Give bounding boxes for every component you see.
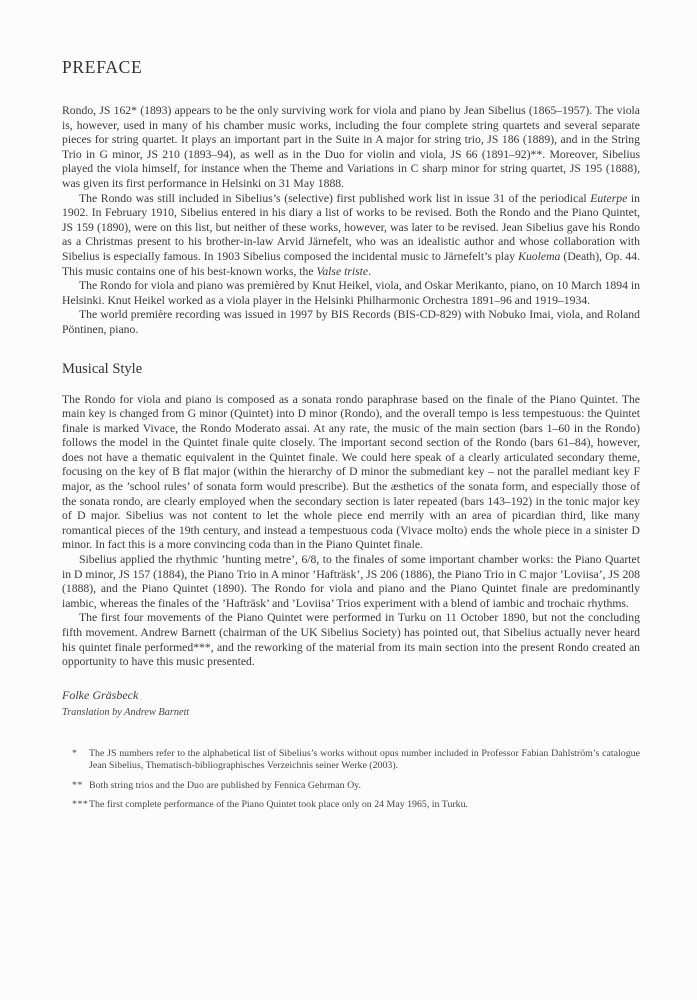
musical-style-heading: Musical Style	[62, 360, 143, 377]
text-segment: The Rondo was still included in Sibelius’s (selective) first published work list in issue 31 of the periodical	[79, 191, 591, 205]
text-segment: The Rondo for viola and piano is composed as a sonata rondo paraphrase based on the finale of the Piano Quintet. The main key is changed from G minor (Quintet) into D minor (Rondo), and the overall tempo is less tempestuous: the Quintet finale is marked Vivace, the Rondo Moderato assai. At any rate, the music of the main section (bars 1–60 in the Rondo) follows the model in the Quintet finale quite closely. The important second section of the Rondo (bars 61–84), however, does not have a thematic equivalent in the Quintet finale. We could here speak of a clearly articulated secondary theme, focusing on the key of B flat major (within the hierarchy of D minor the submediant key – not the parallel mediant key F major, as the ’school rules’ of sonata form would prescribe). But the æsthetics of the sonata form, and especially those of the sonata rondo, are clearly employed when the secondary section is later repeated (bars 143–192) in the tonic major key of D major. Sibelius was not content to let the whole piece end merrily with an area of picardian third, like many romantical pieces of the 19th century, and instead a tempestuous coda (Vivace molto) ends the whole piece in a sinister D minor. In fact this is a more convincing coda than in the Piano Quintet finale.	[62, 392, 640, 552]
musical-style-paragraph-2	[62, 553, 640, 611]
text-segment: (Death), Op. 44. This music contains one of his best-known works, the	[62, 249, 640, 278]
translator-credit: Translation by Andrew Barnett	[62, 706, 190, 718]
text-segment: Valse triste	[316, 264, 369, 278]
musical-style-paragraph-3	[62, 611, 640, 669]
footnote-1	[62, 748, 640, 773]
footnote-marker: *	[72, 747, 78, 759]
text-segment: The Rondo for viola and piano was premièred by Knut Heikel, viola, and Oskar Merikanto, piano, on 10 March 1894 in Helsinki. Knut Heikel worked as a viola player in the Helsinki Philharmonic Orchestra 1891–96 and 1919–1934.	[62, 279, 640, 307]
preface-paragraph-4	[62, 308, 640, 337]
preface-paragraph-2	[62, 192, 640, 280]
footnote-marker: **	[72, 779, 83, 791]
preface-paragraph-1	[62, 104, 640, 192]
footnote-text: The JS numbers refer to the alphabetical list of Sibelius’s works without opus number included in Professor Fabian Dahlström’s catalogue Jean Sibelius, Thematisch-bibliographisches Verzeichnis seiner Werke (2003).	[89, 747, 640, 772]
footnote-3	[62, 799, 640, 811]
preface-heading: PREFACE	[62, 57, 143, 77]
footnote-text: Both string trios and the Duo are published by Fennica Gehrman Oy.	[89, 779, 361, 791]
footnotes-section	[62, 748, 640, 812]
footnote-text: The first complete performance of the Piano Quintet took place only on 24 May 1965, in Turku.	[89, 799, 469, 810]
text-segment: The first four movements of the Piano Quintet were performed in Turku on 11 October 1890, but not the concluding fifth movement. Andrew Barnett (chairman of the UK Sibelius Society) has pointed out, that Sibelius actually never heard his quintet finale performed***, and the reworking of the material from its main section into the present Rondo created an opportunity to have this music presented.	[62, 611, 640, 669]
footnote-2	[62, 780, 640, 792]
text-segment: Sibelius applied the rhythmic ’hunting metre’, 6/8, to the finales of some important chamber works: the Piano Quartet in D minor, JS 157 (1884), the Piano Trio in A minor ’Hafträsk’, JS 206 (1886), the Piano Trio in C major ’Loviisa’, JS 208 (1888), and the Piano Quintet (1890). The Rondo for viola and piano and the Piano Quintet finale are predominantly iambic, whereas the finales of the ’Hafträsk’ and ’Loviisa’ Trios experiment with a blend of iambic and trochaic rhythms.	[62, 553, 640, 610]
text-segment: Kuolema	[518, 249, 561, 263]
text-segment: Euterpe	[590, 191, 628, 205]
footnote-marker: ***	[72, 799, 89, 810]
text-segment: in 1902. In February 1910, Sibelius entered in his diary a list of works to be revised. Both the Rondo and the Piano Quintet, JS 159 (1890), were on this list, but neither of these works, however, was later to be revised. Jean Sibelius gave his Rondo as a Christmas present to his brother-in-law Arvid Järnefelt, who was an idealistic author and whose collaboration with Sibelius is especially famous. In 1903 Sibelius composed the incidental music to Järnefelt’s play	[62, 191, 640, 263]
preface-paragraph-3	[62, 279, 640, 308]
author-signature: Folke Gräsbeck	[62, 687, 139, 702]
musical-style-paragraph-1	[62, 393, 640, 554]
text-segment: Rondo, JS 162* (1893) appears to be the only surviving work for viola and piano by Jean Sibelius (1865–1957). The viola is, however, used in many of his chamber music works, including the four complete string quartets and several separate pieces for string quartet. It plays an important part in the Suite in A major for string trio, JS 186 (1889), and in the String Trio in G minor, JS 210 (1893–94), as well as in the Duo for violin and viola, JS 66 (1891–92)**. Moreover, Sibelius played the viola himself, for instance when the Theme and Variations in C sharp minor for string quartet, JS 195 (1888), was given its first performance in Helsinki on 31 May 1888.	[62, 104, 640, 190]
text-segment: The world première recording was issued in 1997 by BIS Records (BIS-CD-829) with Nobuko Imai, viola, and Roland Pöntinen, piano.	[62, 308, 640, 336]
text-segment: .	[368, 264, 372, 278]
